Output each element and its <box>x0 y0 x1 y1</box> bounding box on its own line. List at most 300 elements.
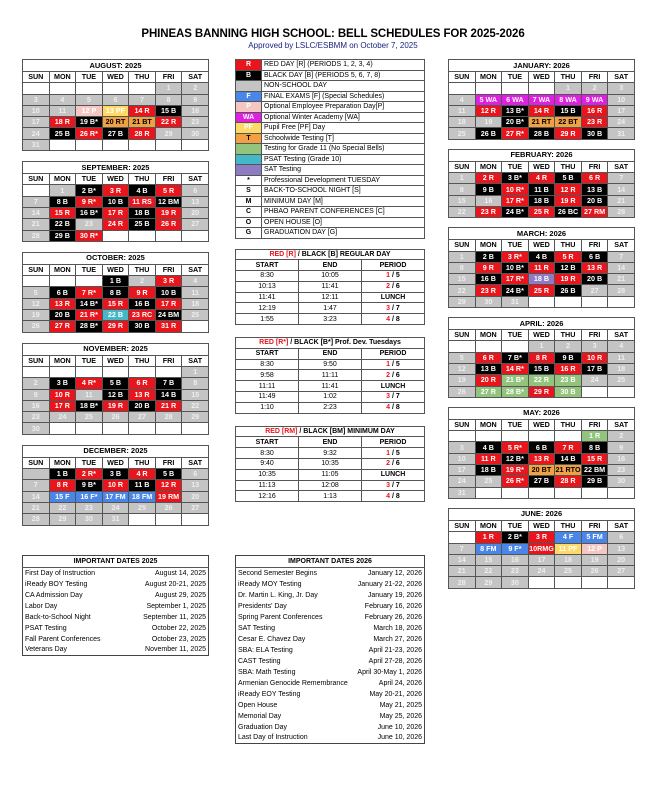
period <box>362 314 425 325</box>
day-cell: 9 <box>182 94 209 105</box>
event-name: SAT Testing <box>238 624 275 632</box>
day-cell <box>23 366 50 377</box>
day-cell <box>475 83 502 94</box>
black-period: 5 <box>395 361 400 369</box>
day-cell: 7 B <box>155 378 182 389</box>
day-cell: 24 <box>23 128 50 139</box>
day-cell: 27 <box>608 566 635 577</box>
weekday-header: TUE <box>502 240 529 251</box>
day-cell: 31 <box>608 128 635 139</box>
period-separator: / <box>390 272 396 280</box>
weekday-header: THU <box>555 240 582 251</box>
day-cell: 25 <box>129 502 156 513</box>
day-cell: 24 <box>581 375 608 386</box>
schedule-title-rest: / BLACK [B*] Prof. Dev. Tuesdays <box>288 339 401 347</box>
day-cell: 16 <box>608 453 635 464</box>
day-cell: 10 R <box>102 480 129 491</box>
weekday-header: SUN <box>23 457 50 468</box>
weekday-header: MON <box>475 419 502 430</box>
legend-swatch: S <box>236 186 262 197</box>
day-cell <box>608 577 635 588</box>
black-period: 5 <box>395 272 400 280</box>
week-row <box>23 389 209 400</box>
day-cell <box>155 423 182 434</box>
date-row <box>23 623 209 634</box>
week-row <box>449 487 635 498</box>
day-cell <box>102 366 129 377</box>
day-cell: 10 <box>449 453 476 464</box>
weekday-header: SUN <box>23 72 50 83</box>
day-cell: 26 <box>23 321 50 332</box>
schedule-row <box>236 359 425 370</box>
day-cell: 2 R <box>475 173 502 184</box>
day-cell: 1 <box>449 173 476 184</box>
day-cell: 21 B* <box>502 375 529 386</box>
schedule-col-header: END <box>299 260 362 271</box>
date-row <box>236 733 425 744</box>
legend-swatch: * <box>236 175 262 186</box>
start-time: 12:16 <box>236 491 299 502</box>
day-cell: 10 B <box>155 287 182 298</box>
legend-row <box>236 70 425 81</box>
day-cell: 27 B <box>528 476 555 487</box>
day-cell: 4 B <box>129 185 156 196</box>
date-row <box>23 601 209 612</box>
day-cell: 17 R* <box>502 195 529 206</box>
day-cell <box>182 423 209 434</box>
legend-row <box>236 102 425 113</box>
day-cell: 17 <box>528 554 555 565</box>
day-cell: 5 <box>449 352 476 363</box>
legend-swatch: O <box>236 217 262 228</box>
date-row <box>23 568 209 579</box>
day-cell: 21 BT <box>129 117 156 128</box>
day-cell: 23 <box>608 465 635 476</box>
day-cell: 1 B <box>102 276 129 287</box>
schedule-title <box>236 338 425 349</box>
day-cell: 22 B <box>49 219 76 230</box>
schedule-row <box>236 448 425 459</box>
date-row <box>236 590 425 601</box>
event-date: January 19, 2026 <box>367 591 422 599</box>
day-cell: 3 B <box>49 378 76 389</box>
day-cell: 7 <box>608 251 635 262</box>
week-row <box>23 287 209 298</box>
schedule-row <box>236 292 425 303</box>
legend-label: MINIMUM DAY [M] <box>262 196 425 207</box>
day-cell: 19 R <box>555 195 582 206</box>
event-date: June 10, 2026 <box>377 723 422 731</box>
day-cell <box>129 139 156 150</box>
date-row <box>236 612 425 623</box>
event-date: November 11, 2025 <box>145 646 206 654</box>
day-cell <box>528 83 555 94</box>
weekday-header: SAT <box>182 174 209 185</box>
day-cell: 6 B <box>528 442 555 453</box>
day-cell: 2 R* <box>76 469 103 480</box>
week-row <box>449 128 635 139</box>
weekday-header: TUE <box>76 72 103 83</box>
event-date: April 30-May 1, 2026 <box>357 668 422 676</box>
day-cell: 6 R <box>129 378 156 389</box>
month-calendar <box>22 445 209 526</box>
schedule-title <box>236 426 425 437</box>
start-time: 11:11 <box>236 381 299 392</box>
day-cell: 19 R <box>555 274 582 285</box>
period <box>362 370 425 381</box>
day-cell: 27 <box>182 502 209 513</box>
day-cell: 10 <box>23 105 50 116</box>
day-cell <box>449 83 476 94</box>
day-cell: 7 <box>23 480 50 491</box>
day-cell: 30 <box>608 476 635 487</box>
month-title: JANUARY: 2026 <box>449 60 635 72</box>
weekday-header: SUN <box>23 264 50 275</box>
day-cell: 8 <box>449 184 476 195</box>
week-row <box>449 577 635 588</box>
schedule-row <box>236 281 425 292</box>
day-cell: 19 <box>581 554 608 565</box>
weekday-header: THU <box>129 174 156 185</box>
day-cell: 22 <box>475 566 502 577</box>
day-cell: 14 R <box>129 105 156 116</box>
day-cell: 3 R <box>102 185 129 196</box>
day-cell: 27 B <box>102 128 129 139</box>
day-cell: 16 F* <box>76 491 103 502</box>
event-date: May 25, 2026 <box>379 712 422 720</box>
day-cell: 20 B <box>581 274 608 285</box>
weekday-header: THU <box>555 330 582 341</box>
day-cell: 22 <box>49 502 76 513</box>
day-cell: 1 <box>449 251 476 262</box>
day-cell: 26 R* <box>502 476 529 487</box>
month-calendar <box>448 508 635 589</box>
weekday-header: TUE <box>76 457 103 468</box>
day-cell: 6 R <box>475 352 502 363</box>
weekday-header: THU <box>555 72 582 83</box>
day-cell: 12 P <box>581 543 608 554</box>
weekday-header: WED <box>528 520 555 531</box>
day-cell: 8 <box>449 262 476 273</box>
day-cell: 20 R <box>475 375 502 386</box>
important-dates-2025 <box>22 555 209 656</box>
day-cell: 6 <box>608 532 635 543</box>
day-cell: 11 <box>182 287 209 298</box>
day-cell: 7 <box>449 543 476 554</box>
day-cell <box>23 83 50 94</box>
day-cell: 14 <box>449 554 476 565</box>
period-separator: / <box>390 449 396 457</box>
day-cell: 15 <box>449 274 476 285</box>
legend-label: Optional Employee Preparation Day[P] <box>262 102 425 113</box>
red-period: 4 <box>386 492 391 500</box>
day-cell: 28 R <box>129 128 156 139</box>
legend-swatch: WA <box>236 112 262 123</box>
black-period: 5 <box>395 449 400 457</box>
month-calendar <box>448 227 635 308</box>
start-time: 9:58 <box>236 370 299 381</box>
legend-label: SAT Testing <box>262 165 425 176</box>
day-cell: 25 <box>475 476 502 487</box>
legend-label: PSAT Testing (Grade 10) <box>262 154 425 165</box>
middle-column <box>235 59 425 502</box>
event-date: April 27-28, 2026 <box>368 657 422 665</box>
week-row <box>449 173 635 184</box>
day-cell <box>555 487 582 498</box>
day-cell: 4 R <box>129 469 156 480</box>
day-cell: 28 B* <box>502 386 529 397</box>
legend-swatch <box>236 154 262 165</box>
day-cell: 2 B* <box>76 185 103 196</box>
period-separator: / <box>390 492 396 500</box>
week-row <box>23 502 209 513</box>
period <box>362 480 425 491</box>
day-cell <box>76 276 103 287</box>
day-cell: 28 B* <box>76 321 103 332</box>
day-cell: 7 R <box>555 442 582 453</box>
event-name: iReady EOY Testing <box>238 690 301 698</box>
red-period: 4 <box>386 315 391 323</box>
day-cell: 2 B <box>475 251 502 262</box>
end-time: 10:35 <box>299 459 362 470</box>
day-cell: 16 <box>502 554 529 565</box>
event-name: Back-to-School Night <box>25 613 91 621</box>
day-cell: 24 <box>608 117 635 128</box>
day-cell: 21 R* <box>76 310 103 321</box>
day-cell: 4 <box>608 341 635 352</box>
event-name: Dr. Martin L. King, Jr. Day <box>238 591 318 599</box>
day-cell: 25 <box>608 375 635 386</box>
period <box>362 281 425 292</box>
week-row <box>449 262 635 273</box>
day-cell: 3 R <box>528 532 555 543</box>
date-row <box>236 623 425 634</box>
day-cell: 7 <box>608 173 635 184</box>
day-cell: 15 <box>475 554 502 565</box>
bell-schedule-table <box>235 337 425 414</box>
day-cell: 9 B* <box>76 480 103 491</box>
legend-row <box>236 133 425 144</box>
day-cell: 28 <box>608 206 635 217</box>
legend-row <box>236 91 425 102</box>
day-cell: 18 <box>608 363 635 374</box>
week-row <box>449 431 635 442</box>
day-cell: 20 <box>182 491 209 502</box>
week-row <box>23 139 209 150</box>
week-row <box>23 514 209 525</box>
weekday-header: WED <box>102 457 129 468</box>
weekday-header: WED <box>528 72 555 83</box>
day-cell: 8 FM <box>475 543 502 554</box>
day-cell: 26 B <box>475 128 502 139</box>
start-time: 10:35 <box>236 469 299 480</box>
day-cell: 26 <box>449 386 476 397</box>
legend-row <box>236 81 425 92</box>
day-cell: 31 <box>502 296 529 307</box>
event-date: January 21-22, 2026 <box>357 580 422 588</box>
end-time: 11:05 <box>299 469 362 480</box>
day-cell: 3 <box>23 94 50 105</box>
day-cell: 14 B <box>555 453 582 464</box>
day-cell: 21 R <box>155 400 182 411</box>
month-title: APRIL: 2026 <box>449 318 635 330</box>
day-cell <box>182 230 209 241</box>
day-cell: 23 <box>502 566 529 577</box>
day-cell: 29 B <box>581 476 608 487</box>
schedule-row <box>236 381 425 392</box>
event-date: June 10, 2026 <box>377 734 422 742</box>
day-cell: 3 R* <box>502 251 529 262</box>
legend-label: Professional Development TUESDAY <box>262 175 425 186</box>
day-cell: 3 B* <box>502 173 529 184</box>
day-cell: 21 <box>608 195 635 206</box>
day-cell: 16 B <box>129 298 156 309</box>
day-cell: 14 R* <box>502 363 529 374</box>
day-cell: 4 R <box>528 173 555 184</box>
weekday-header: THU <box>129 457 156 468</box>
event-date: August 29, 2025 <box>155 591 206 599</box>
day-cell: 27 <box>129 412 156 423</box>
day-cell <box>155 230 182 241</box>
day-cell: 17 <box>608 105 635 116</box>
day-cell: 24 <box>528 566 555 577</box>
period <box>362 271 425 282</box>
day-cell: 30 <box>182 128 209 139</box>
month-title: AUGUST: 2025 <box>23 60 209 72</box>
day-cell: 21 <box>608 274 635 285</box>
day-cell: 29 R <box>555 128 582 139</box>
black-period: 8 <box>395 492 400 500</box>
weekday-header: SAT <box>608 161 635 172</box>
day-cell: 6 <box>182 185 209 196</box>
day-cell: 13 <box>182 196 209 207</box>
month-title: MAY: 2026 <box>449 407 635 419</box>
day-cell <box>581 296 608 307</box>
month-calendar <box>448 59 635 140</box>
event-name: Spring Parent Conferences <box>238 613 323 621</box>
day-cell: 9 <box>23 389 50 400</box>
month-title: FEBRUARY: 2026 <box>449 149 635 161</box>
weekday-header: THU <box>129 355 156 366</box>
event-date: August 20-21, 2025 <box>144 580 206 588</box>
day-cell: 25 <box>76 412 103 423</box>
day-cell <box>102 230 129 241</box>
weekday-header: WED <box>102 72 129 83</box>
day-cell: 2 <box>182 83 209 94</box>
period <box>362 448 425 459</box>
day-cell: 6 <box>102 94 129 105</box>
legend-row <box>236 144 425 155</box>
day-cell: 24 B* <box>502 285 529 296</box>
day-cell: 9 B <box>475 184 502 195</box>
schedule-col-header: PERIOD <box>362 260 425 271</box>
period-separator: / <box>390 460 396 468</box>
weekday-header: WED <box>102 174 129 185</box>
week-row <box>449 363 635 374</box>
month-title: JUNE: 2026 <box>449 508 635 520</box>
red-period: 1 <box>386 272 391 280</box>
day-cell: 20 <box>608 554 635 565</box>
day-cell: 22 R <box>155 117 182 128</box>
red-period: 3 <box>386 304 391 312</box>
day-cell: 12 R <box>475 105 502 116</box>
event-name: Veterans Day <box>25 646 68 654</box>
week-row <box>449 206 635 217</box>
event-date: October 22, 2025 <box>151 624 206 632</box>
day-cell: 11 PF <box>555 543 582 554</box>
start-time: 10:13 <box>236 281 299 292</box>
weekday-header: SUN <box>449 330 476 341</box>
day-cell: 9 R <box>475 262 502 273</box>
black-period: 6 <box>395 371 400 379</box>
day-cell <box>49 366 76 377</box>
day-cell: 21 <box>23 219 50 230</box>
day-cell: 15 R <box>49 207 76 218</box>
day-cell: 29 <box>49 514 76 525</box>
weekday-header: WED <box>528 419 555 430</box>
day-cell: 26 R <box>155 219 182 230</box>
weekday-header: TUE <box>76 174 103 185</box>
day-cell: 11 <box>49 105 76 116</box>
date-row <box>236 579 425 590</box>
day-cell: 25 B <box>49 128 76 139</box>
legend-row <box>236 60 425 71</box>
day-cell <box>102 139 129 150</box>
event-name: Open House <box>238 701 278 709</box>
day-cell: 20 B <box>49 310 76 321</box>
week-row <box>449 274 635 285</box>
day-cell: 20 RT <box>102 117 129 128</box>
day-cell: 10 B* <box>502 262 529 273</box>
end-time: 2:23 <box>299 402 362 413</box>
day-cell: 24 <box>49 412 76 423</box>
period <box>362 402 425 413</box>
red-period: 2 <box>386 460 391 468</box>
day-cell: 5 R <box>555 251 582 262</box>
day-cell: 2 B* <box>502 532 529 543</box>
weekday-header: FRI <box>155 72 182 83</box>
day-cell: 14 B <box>155 389 182 400</box>
day-cell: 3 <box>608 83 635 94</box>
day-cell: 15 B <box>155 105 182 116</box>
day-cell <box>502 487 529 498</box>
day-cell: 5 B <box>555 173 582 184</box>
black-period: 8 <box>395 404 400 412</box>
week-row <box>449 532 635 543</box>
month-calendar <box>22 343 209 435</box>
weekday-header: SUN <box>449 520 476 531</box>
day-cell: 27 R* <box>502 128 529 139</box>
legend-table <box>235 59 425 239</box>
day-cell <box>502 83 529 94</box>
day-cell: 15 B <box>528 363 555 374</box>
day-cell: 5 <box>76 94 103 105</box>
day-cell <box>528 431 555 442</box>
week-row <box>449 543 635 554</box>
weekday-header: TUE <box>502 161 529 172</box>
weekday-header: TUE <box>502 330 529 341</box>
event-name: CA Admission Day <box>25 591 83 599</box>
legend-swatch <box>236 165 262 176</box>
day-cell: 17 R <box>102 207 129 218</box>
day-cell <box>502 431 529 442</box>
day-cell <box>23 276 50 287</box>
day-cell: 3 B <box>102 469 129 480</box>
day-cell: 5 B <box>102 378 129 389</box>
day-cell: 7 WA <box>528 94 555 105</box>
day-cell: 6 R <box>581 173 608 184</box>
start-time: 8:30 <box>236 448 299 459</box>
